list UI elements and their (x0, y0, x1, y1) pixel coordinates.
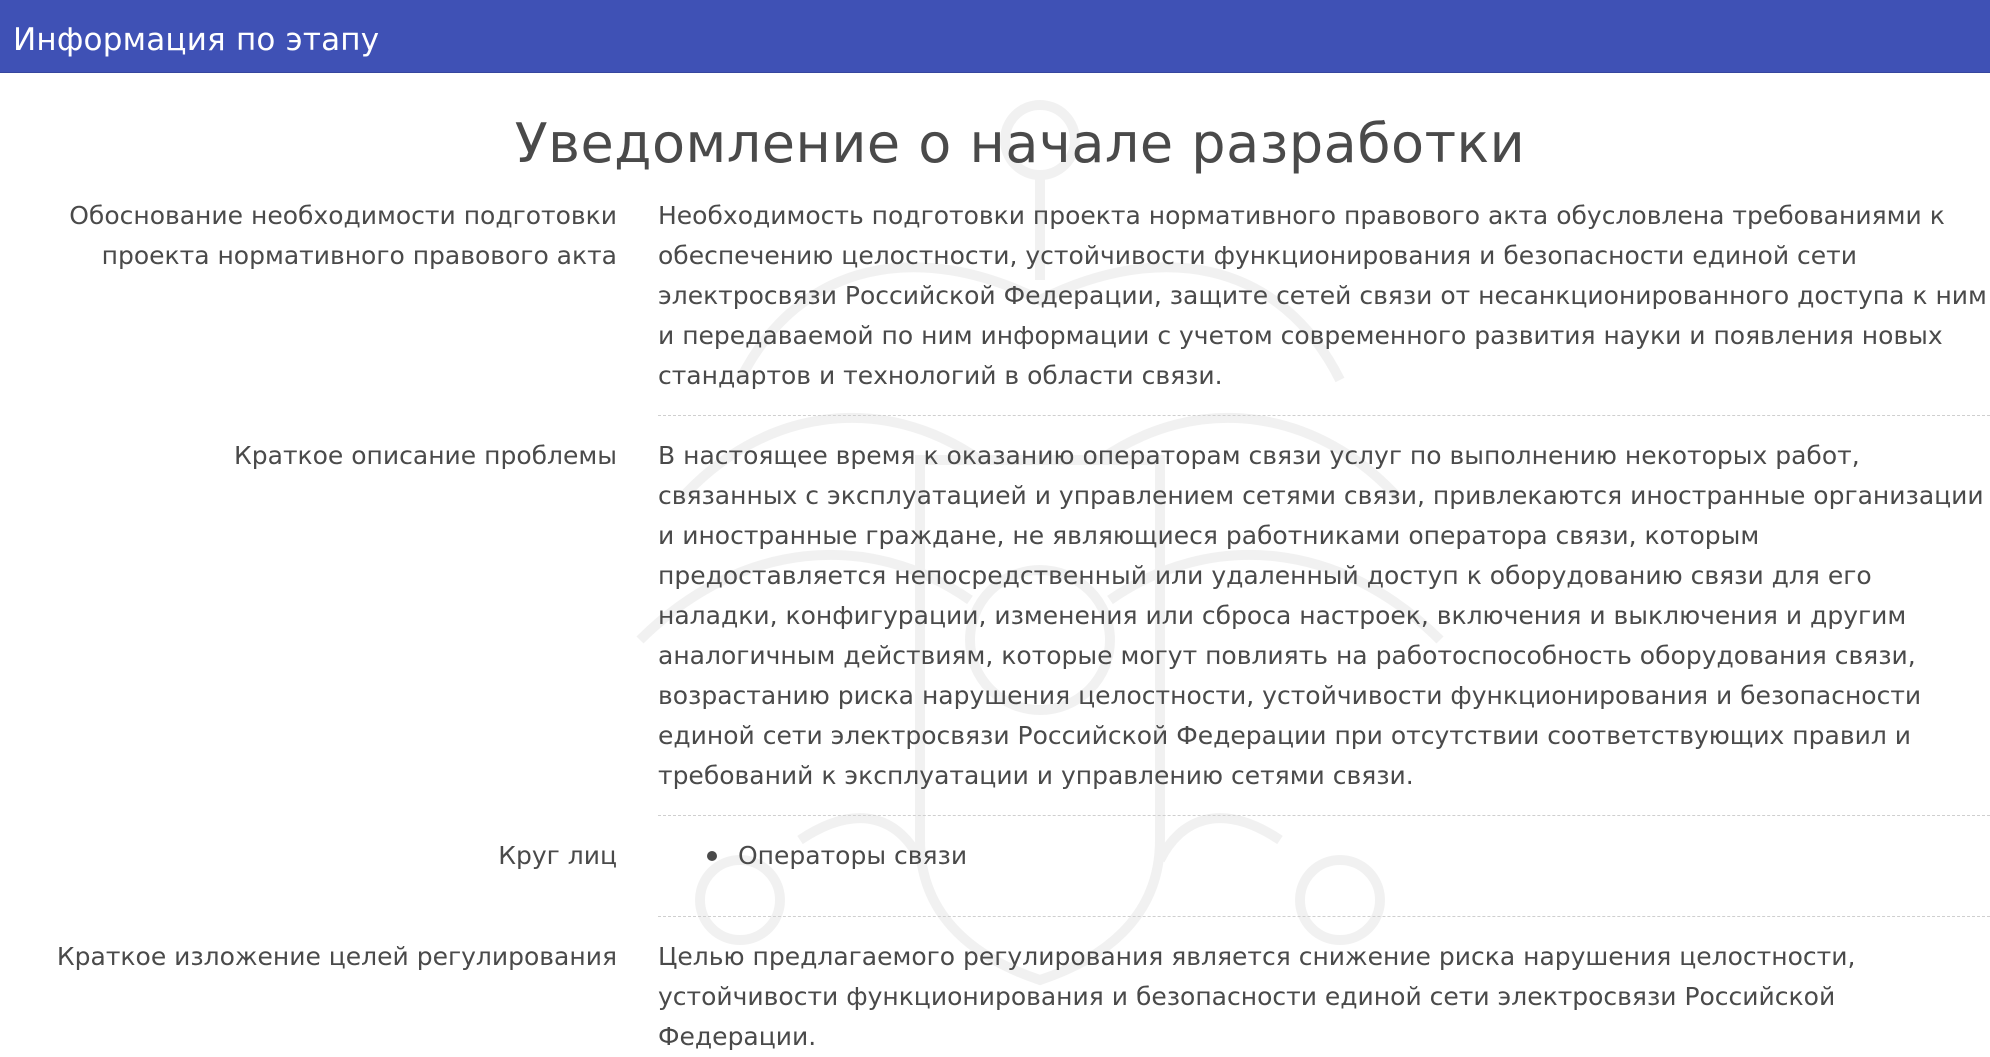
row-value: В настоящее время к оказанию операторам связи услуг по выполнению некоторых работ, связанных с эксплуатацией и управлением сетями связи, привлекаются иностранные организации и иностранные граждане, не являющиеся работниками оператора связи, которым предоставляется непосредственный или удаленный доступ к оборудованию связи для его наладки, конфигурации, изменения или сброса настроек, включения и выключения и другим аналогичным действиям, которые могут повлиять на работоспособность оборудования связи, возрастанию риска нарушения целостности, устойчивости функционирования и безопасности единой сети электросвязи Российской Федерации при отсутствии соответствующих правил и требований к эксплуатации и управлению сетями связи. (658, 441, 1984, 790)
row-label: Круг лиц (498, 841, 617, 870)
row-label: Краткое описание проблемы (234, 441, 617, 470)
stage-title: Уведомление о начале разработки (514, 112, 1526, 175)
row-value: Целью предлагаемого регулирования является снижение риска нарушения целостности, устойчивости функционирования и безопасности единой сети электросвязи Российской Федерации. (658, 942, 1856, 1051)
header-bar (0, 0, 1990, 73)
row-label (17, 196, 617, 276)
list-item-text: Операторы связи (738, 841, 968, 870)
row-regulation-goals (0, 937, 1990, 1057)
row-label-line: проекта нормативного правового акта (101, 241, 617, 270)
stage-info-list (0, 196, 1990, 1057)
row-justification (0, 196, 1990, 396)
row-value (658, 836, 1990, 876)
affected-parties-list (658, 836, 1990, 876)
header-title: Информация по этапу (13, 22, 380, 58)
row-label-line: Обоснование необходимости подготовки (69, 201, 617, 230)
row-label: Краткое изложение целей регулирования (56, 942, 617, 971)
row-problem-description (0, 436, 1990, 796)
row-affected-parties (0, 836, 1990, 876)
list-item (658, 836, 1990, 876)
row-value: Необходимость подготовки проекта нормативного правового акта обусловлена требованиями к обеспечению целостности, устойчивости функционирования и безопасности единой сети электросвязи Российской Федерации, защите сетей связи от несанкционированного доступа к ним и передаваемой по ним информации с учетом современного развития науки и появления новых стандартов и технологий в области связи. (658, 201, 1987, 390)
bullet-icon (707, 851, 717, 861)
